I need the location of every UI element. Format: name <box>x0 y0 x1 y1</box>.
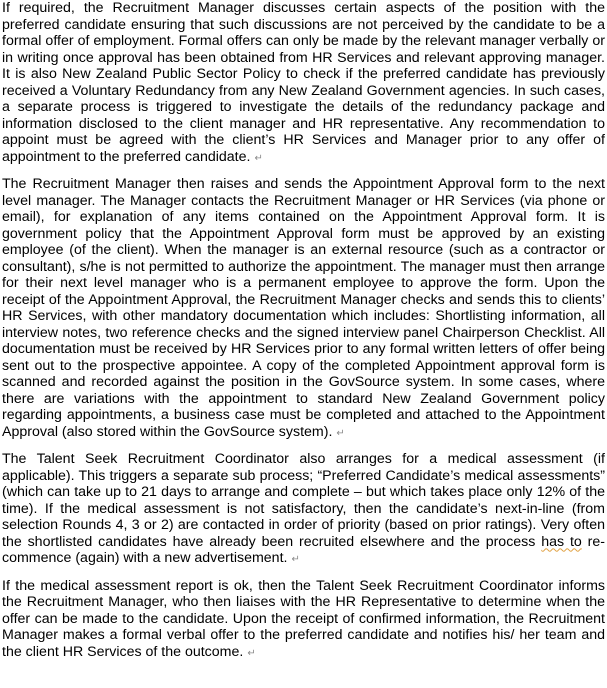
paragraph-text: If the medical assessment report is ok, then the Talent Seek Recruitment Coordinator informs the Recruitment Manager, who then liaises with the HR Representative to determine when the offer can be made to the candidate. Upon the receipt of confirmed information, the Recruitment Manager makes a formal verbal offer to the preferred candidate and notifies his/ her team and the client HR Services of the outcome. <box>2 577 605 660</box>
paragraph-verbal-offer <box>2 578 605 663</box>
paragraph-voluntary-redundancy <box>2 0 605 167</box>
paragraph-mark-icon: ↵ <box>291 554 300 565</box>
paragraph-text: If required, the Recruitment Manager discusses certain aspects of the position with the preferred candidate ensuring that such discussions are not perceived by the candidate to be a formal offer of employment. Formal offers can only be made by the relevant manager verbally or in writing once approval has been obtained from HR Services and relevant approving manager. It is also New Zealand Public Sector Policy to check if the preferred candidate has previously received a Voluntary Redundancy from any New Zealand Government agencies. In such cases, a separate process is triggered to investigate the details of the redundancy package and information disclosed to the client manager and HR representative. Any recommendation to appoint must be agreed with the client’s HR Services and Manager prior to any offer of appointment to the preferred candidate. <box>2 0 605 165</box>
paragraph-text: The Talent Seek Recruitment Coordinator also arranges for a medical assessment (if applicable). This triggers a separate sub process; “Preferred Candidate’s medical assessments” (which can take up to 21 days to arrange and complete – but which takes place only 12% of the time). If the medical assessment is not satisfactory, then the candidate’s next-in-line (from selection Rounds 4, 3 or 2) are contacted in order of priority (based on prior ratings). Very often the shortlisted candidates have already been recruited elsewhere and the process <box>2 451 605 550</box>
paragraph-text: re-commence (again) with a new advertisement. <box>2 533 606 566</box>
paragraph-mark-icon: ↵ <box>247 647 256 659</box>
paragraph-appointment-approval <box>2 176 605 442</box>
grammar-flagged-text[interactable]: has to <box>541 533 582 550</box>
paragraph-mark-icon: ↵ <box>254 152 263 164</box>
paragraph-mark-icon: ↵ <box>336 427 345 439</box>
paragraph-text: The Recruitment Manager then raises and sends the Appointment Approval form to the next level manager. The Manager contacts the Recruitment Manager or HR Services (via phone or email), for explanation of any items contained on the Appointment Approval form. It is government policy that the Appointment Approval form must be approved by an existing employee (of the client). When the manager is an external resource (such as a contractor or consultant), s/he is not permitted to authorize the appointment. The manager must then arrange for their next level manager who is a permanent employee to approve the form. Upon the receipt of the Appointment Approval, the Recruitment Manager checks and sends this to clients’ HR Services, with other mandatory documentation which includes: Shortlisting information, all interview notes, two reference checks and the signed interview panel Chairperson Checklist. All documentation must be received by HR Services prior to any formal written letters of offer being sent out to the prospective appointee. A copy of the completed Appointment approval form is scanned and recorded against the position in the GovSource system. In some cases, where there are variations with the appointment to standard New Zealand Government policy regarding appointments, a business case must be completed and attached to the Appointment Approval (also stored within the GovSource system). <box>2 176 605 440</box>
paragraph-medical-assessment <box>2 451 605 569</box>
